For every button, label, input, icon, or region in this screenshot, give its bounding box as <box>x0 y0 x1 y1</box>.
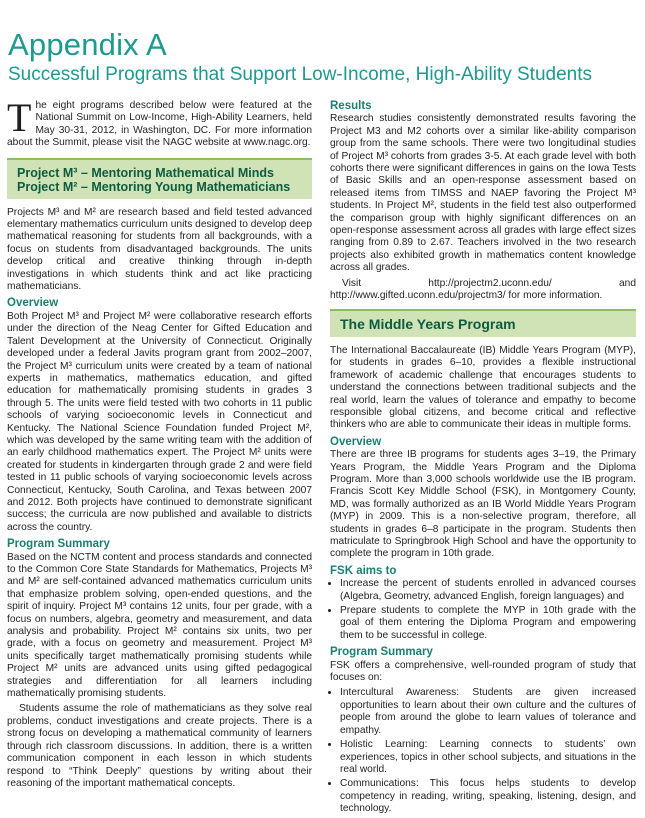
myp-summary-list <box>330 687 636 815</box>
program-summary-paragraph-2: Students assume the role of mathematicians as they solve real problems, conduct investigations and create projects. There is a strong focus on developing a mathematical community of learners through rich classroom discussions. In addition, there is a written communication component in each lesson in which students respond to “Think Deeply” questions by writing about their reasoning of the important mathematical concepts. <box>7 703 312 789</box>
project-m3-title: Project M³ – Mentoring Mathematical Minds <box>17 165 274 180</box>
middle-years-heading-box <box>330 309 636 337</box>
intro-text: he eight programs described below were featured at the National Summit on Low-Income, High-Ability Learners, held May 30-31, 2012, in Washington, DC. For more information about the Summit, please visit the NAGC website at www.nagc.org. <box>7 100 312 149</box>
project-m-description: Projects M³ and M² are research based and field tested advanced elementary mathematics curriculum units designed to develop deep mathematical reasoning for students from all backgrounds, with a focus on students from disadvantaged backgrounds. The units develop critical and creative thinking through in-depth investigations in which students think and act like practicing mathematicians. <box>7 206 312 293</box>
myp-summary-intro: FSK offers a comprehensive, well-rounded program of study that focuses on: <box>330 659 636 684</box>
results-links: Visit http://projectm2.uconn.edu/ and http://www.gifted.uconn.edu/projectm3/ for more information. <box>330 277 636 302</box>
left-column <box>7 95 312 793</box>
list-item: • Holistic Learning: Learning connects to students’ own experiences, topics in other school subjects, and situations in the real world. <box>340 739 636 776</box>
overview-heading: Overview <box>7 297 59 310</box>
project-m2-title: Project M² – Mentoring Young Mathematicians <box>17 179 291 194</box>
fsk-aims-list <box>330 578 636 642</box>
myp-overview-paragraph: There are three IB programs for students ages 3–19, the Primary Years Program, the Middle Years Program and the Diploma Program. More than 3,000 schools worldwide use the IB program. Francis Scott Key Middle School (FSK), in Montgomery County, MD, was formally authorized as an IB World Middle Years Program (MYP) in 2009. This is a non-selective program, therefore, all students in grades 6–8 participate in the program. Students then matriculate to Springbrook High School and have the opportunity to complete the program in 10th grade. <box>330 449 636 560</box>
right-column <box>330 100 636 818</box>
fsk-aims-heading: FSK aims to <box>330 564 397 577</box>
results-heading: Results <box>330 100 372 112</box>
myp-description: The International Baccalaureate (IB) Middle Years Program (MYP), for students in grades 6–10, provides a flexible instructional framework of academic challenge that encourages students to understand the connections between traditional subjects and the real world, learn the values of tolerance and empathy to become responsible global citizens, and become critical and reflective thinkers who are able to communicate their ideas in multiple forms. <box>330 344 636 431</box>
overview-paragraph: Both Project M³ and Project M² were collaborative research efforts under the direction of the Neag Center for Gifted Education and Talent Development at the University of Connecticut. Originally developed under a federal Javits program grant from 2002–2007, the Project M³ curriculum units were created by a team of national experts in mathematics, mathematics education, and gifted education for mathematically promising students in grades 3 through 5. The units were field tested with two cohorts in 11 public schools of varying socioeconomic levels in Connecticut and Kentucky. The National Science Foundation funded Project M², which was developed by the same writing team with the addition of an early childhood mathematics expert. The Project M² units were created for students in kindergarten through grade 2 and were field tested in 11 public schools of varying socioeconomic levels across Connecticut, Kentucky, South Carolina, and Texas between 2007 and 2012. Both projects have continued to demonstrate significant success; the curricula are now published and available to districts across the country. <box>7 310 312 533</box>
list-item: • Prepare students to complete the MYP in 10th grade with the goal of them entering the Diploma Program and empowering them to be successful in college. <box>340 605 636 642</box>
myp-overview-heading: Overview <box>330 435 382 448</box>
middle-years-title: The Middle Years Program <box>340 315 516 332</box>
results-paragraph: Research studies consistently demonstrated results favoring the Project M3 and M2 cohorts over a similar like-ability comparison group from the same schools. There were two longitudinal studies of Project M³ cohorts from grades 3-5. At each grade level with both cohorts there were significant differences in gains on the Iowa Tests of Basic Skills and an open-response assessment based on released items from TIMSS and NAEP favoring the Project M³ students. In Project M², students in the field test also outperformed the comparison group with highly significant differences on an open-response assessment across all grades with large effect sizes ranging from 0.89 to 2.67. Teachers involved in the two research projects also exhibited growth in mathematics content knowledge across all grades. <box>330 113 636 274</box>
list-item: • Communications: This focus helps students to develop competency in reading, writing, speaking, listening, design, and technology. <box>340 778 636 815</box>
program-summary-heading: Program Summary <box>7 538 110 551</box>
list-item: • Increase the percent of students enrolled in advanced courses (Algebra, Geometry, advanced English, foreign languages) and <box>340 578 636 603</box>
list-item: • Intercultural Awareness: Students are given increased opportunities to learn about their own culture and the cultures of people from around the globe to learn values of tolerance and empathy. <box>340 687 636 737</box>
intro-paragraph <box>7 95 312 150</box>
drop-cap: T <box>7 95 32 140</box>
project-m-heading-box <box>7 158 312 199</box>
program-summary-paragraph-1: Based on the NCTM content and process standards and connected to the Common Core State Standards for Mathematics, Projects M³ and M² are self-contained advanced mathematics curriculum units that emphasize problem solving, open-ended questions, and the spirit of inquiry. Project M³ contains 12 units, four per grade, with a focus on numbers, algebra, geometry and measurement, and data analysis and probability. Project M² contains six units, two per grade, with a focus on geometry and measurement. Project M³ units specifically target mathematically promising students while Project M² units are advanced units using gifted pedagogical strategies and differentiation for all learners including mathematically promising students. <box>7 551 312 700</box>
page-title: Appendix A <box>8 27 167 62</box>
page-subtitle: Successful Programs that Support Low-Income, High-Ability Students <box>8 64 592 85</box>
myp-program-summary-heading: Program Summary <box>330 646 433 659</box>
